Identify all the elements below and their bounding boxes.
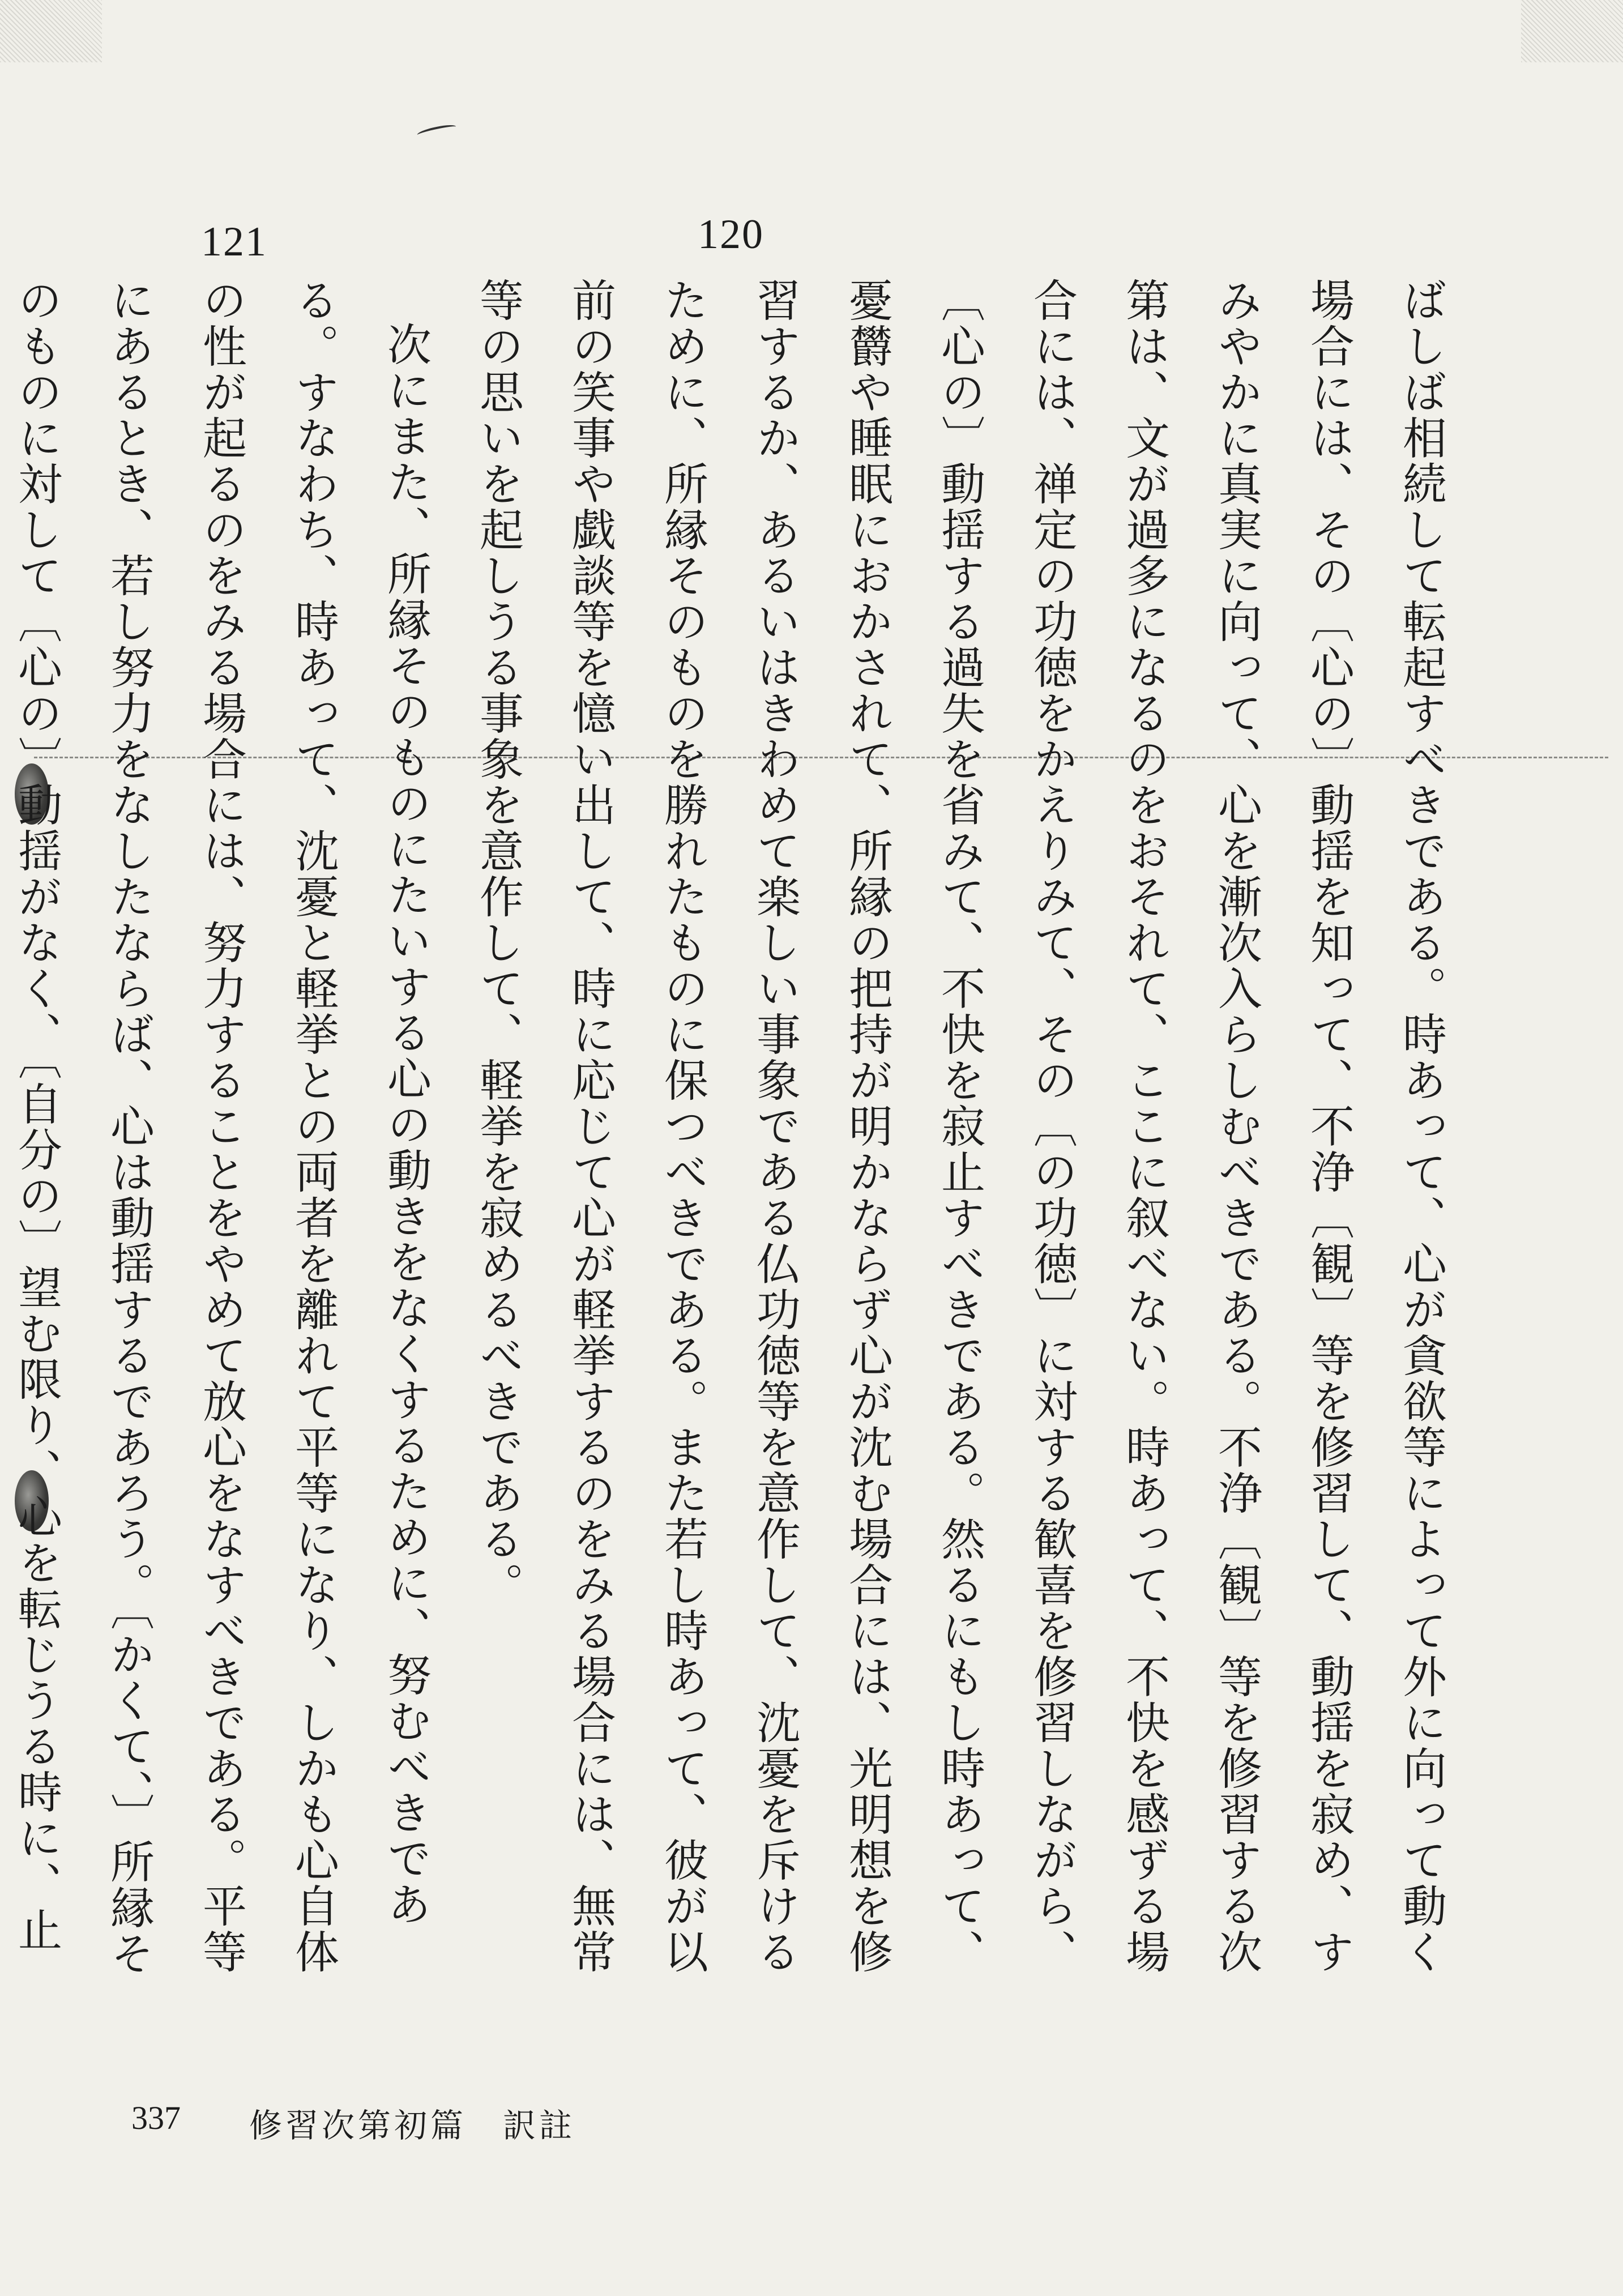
ink-smudge bbox=[416, 123, 456, 139]
page-number-120: 120 bbox=[698, 211, 764, 258]
footer-title: 修習次第初篇 訳註 bbox=[249, 2107, 576, 2144]
page-number-121: 121 bbox=[201, 219, 267, 265]
scan-noise-top-right bbox=[1521, 0, 1623, 62]
footer-page-number: 337 bbox=[131, 2099, 181, 2136]
paragraph-2: 次にまた、所縁そのものにたいする心の動きをなくするために、努むべきである。すなわち、時あって、沈憂と軽挙との両者を離れて平等になり、しかも心自体の性が起るのをみる場合には、努力することをやめて放心をなすべきである。平等にあるとき、若し努力をなしたならば、心は動揺するであろう。〔かくて、〕所縁そのものに対して〔心の〕動揺がなく、〔自分の〕望む限り、心を転じうる時に、止 bbox=[11, 278, 431, 1977]
paragraph-1: ばしば相続して転起すべきである。時あって、心が貪欲等によって外に向って動く場合には、その〔心の〕動揺を知って、不浄〔観〕等を修習して、動揺を寂め、すみやかに真実に向って、心を漸次入らしむべきである。不浄〔観〕等を修習する次第は、文が過多になるのをおそれて、ここに叙べない。時あって、不快を感ずる場合には、禅定の功徳をかえりみて、その〔の功徳〕に対する歓喜を修習しながら、〔心の〕動揺する過失を省みて、不快を寂止すべきである。然るにもし時あって、憂欝や睡眠におかされて、所縁の把持が明かならず心が沈む場合には、光明想を修習するか、あるいはきわめて楽しい事象である仏功徳等を意作して、沈憂を斥けるために、所縁そのものを勝れたものに保つべきである。また若し時あって、彼が以前の笑事や戯談等を憶い出して、時に応じて心が軽挙するのをみる場合には、無常等の思いを起しうる事象を意作して、軽挙を寂めるべきである。 bbox=[472, 278, 1446, 1975]
scan-noise-top-left bbox=[0, 0, 102, 62]
vertical-body-text bbox=[11, 278, 1467, 1982]
